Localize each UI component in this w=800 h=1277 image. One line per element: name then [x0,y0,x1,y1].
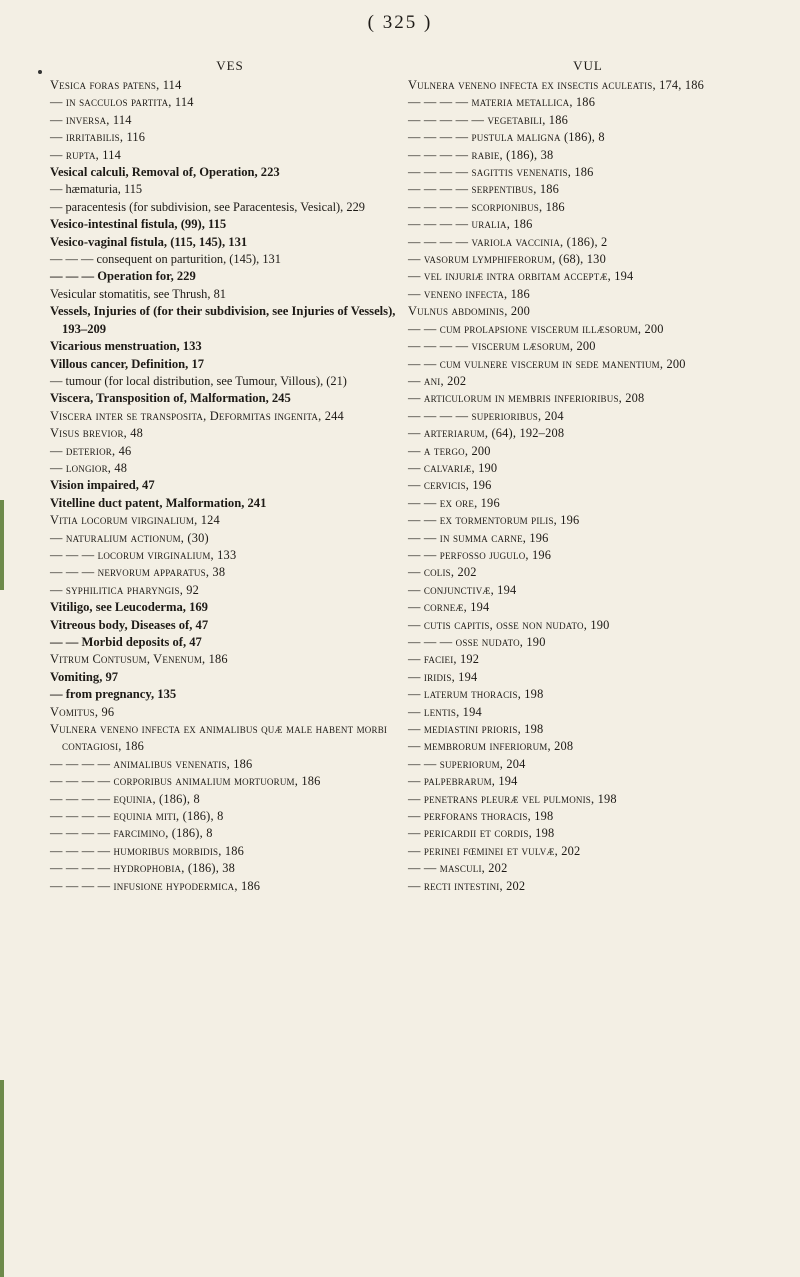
index-entry: Vulnera veneno infecta ex insectis aculeatis, 174, 186 [408,78,705,92]
binding-edge-mark [0,500,4,590]
index-entry: Vision impaired, 47 [50,478,155,493]
index-entry: — rupta, 114 [50,147,121,162]
index-entry: — hæmaturia, 115 [50,182,143,197]
index-entry: — — masculi, 202 [408,861,508,876]
right-column [408,58,768,895]
index-entry: Vomitus, 96 [50,704,115,719]
index-entry: — paracentesis (for subdivision, see Paracentesis, Vesical), 229 [50,199,365,214]
index-entry: — — — — uralia, 186 [408,217,533,232]
index-entry: — membrorum inferiorum, 208 [408,739,574,754]
index-entry: — — — — viscerum læsorum, 200 [408,339,596,354]
index-entry: — iridis, 194 [408,669,478,684]
index-entry: — inversa, 114 [50,112,132,127]
index-entry: — — ex tormentorum pilis, 196 [408,513,580,528]
index-entry: — arteriarum, (64), 192–208 [408,426,565,441]
index-entry: Vitia locorum virginalium, 124 [50,513,220,528]
index-entry: — conjunctivæ, 194 [408,582,517,597]
index-entry: — — — — equinia miti, (186), 8 [50,809,224,824]
page-speck [38,70,42,74]
index-entries [408,77,768,895]
index-entry: — — perfosso jugulo, 196 [408,547,552,562]
index-entry: — corneæ, 194 [408,600,490,615]
left-column [50,58,410,895]
index-entry: — lentis, 194 [408,704,482,719]
index-entry: — — — — superioribus, 204 [408,408,564,423]
index-entry: — colis, 202 [408,565,477,580]
index-entry: — naturalium actionum, (30) [50,530,209,545]
index-entry: — — — — materia metallica, 186 [408,95,596,110]
index-entry: — — — — farcimino, (186), 8 [50,826,213,841]
index-entry: — vel injuriæ intra orbitam acceptæ, 194 [408,269,634,284]
index-entry: — syphilitica pharyngis, 92 [50,582,200,597]
index-entry: Vulnera veneno infecta ex animalibus quæ male habent morbi contagiosi, 186 [50,722,388,754]
index-entry: — laterum thoracis, 198 [408,687,544,702]
index-entry: Vomiting, 97 [50,669,119,684]
index-entry: Viscera, Transposition of, Malformation, 245 [50,391,291,406]
index-entry: — pericardii et cordis, 198 [408,826,555,841]
index-entry: — — — nervorum apparatus, 38 [50,565,226,580]
index-entry: — — — consequent on parturition, (145), 131 [50,252,281,267]
index-entry: — — — — corporibus animalium mortuorum, 186 [50,774,321,789]
index-entry: — — — Operation for, 229 [50,269,196,284]
index-entry: Viscera inter se transposita, Deformitas ingenita, 244 [50,408,344,423]
index-entry: — tumour (for local distribution, see Tumour, Villous), (21) [50,373,347,388]
index-entry: — — — locorum virginalium, 133 [50,547,237,562]
index-entry: — — ex ore, 196 [408,495,500,510]
index-entry: Vesical calculi, Removal of, Operation, 223 [50,165,280,180]
index-entry: — perforans thoracis, 198 [408,809,554,824]
index-entry: — — — — humoribus morbidis, 186 [50,843,245,858]
index-entry: — — cum vulnere viscerum in sede manentium, 200 [408,356,686,371]
index-entry: — articulorum in membris inferioribus, 208 [408,391,645,406]
index-entry: — — cum prolapsione viscerum illæsorum, 200 [408,321,664,336]
index-entry: — penetrans pleuræ vel pulmonis, 198 [408,791,617,806]
index-entry: — faciei, 192 [408,652,480,667]
index-entry: — — — — equinia, (186), 8 [50,791,200,806]
index-entry: Vesico-intestinal fistula, (99), 115 [50,217,227,232]
index-entry: — — — — infusione hypodermica, 186 [50,878,261,893]
index-entries [50,77,410,895]
index-entry: — mediastini prioris, 198 [408,722,544,737]
index-entry: Visus brevior, 48 [50,426,144,441]
binding-edge-mark [0,1080,4,1277]
index-entry: — deterior, 46 [50,443,132,458]
index-entry: Vesica foras patens, 114 [50,78,182,92]
index-entry: — palpebrarum, 194 [408,774,518,789]
index-entry: — irritabilis, 116 [50,130,146,145]
index-entry: — a tergo, 200 [408,443,491,458]
index-entry: Vitelline duct patent, Malformation, 241 [50,495,267,510]
index-entry: — in sacculos partita, 114 [50,95,194,110]
index-entry: Vicarious menstruation, 133 [50,339,202,354]
index-entry: — — — — scorpionibus, 186 [408,199,565,214]
index-entry: — — — osse nudato, 190 [408,635,546,649]
index-entry: — ani, 202 [408,373,467,388]
column-heading: VES [216,58,244,73]
index-entry: — cutis capitis, osse non nudato, 190 [408,617,610,632]
index-entry: — from pregnancy, 135 [50,687,177,702]
index-entry: — cervicis, 196 [408,478,492,493]
index-entry: — perinei fœminei et vulvæ, 202 [408,843,581,858]
index-entry: — — — — — vegetabili, 186 [408,112,568,127]
index-entry: — longior, 48 [50,460,128,475]
index-entry: — — — — pustula maligna (186), 8 [408,130,605,145]
index-entry: — — in summa carne, 196 [408,530,549,545]
index-entry: — — — — rabie, (186), 38 [408,147,554,162]
index-entry: — veneno infecta, 186 [408,286,530,301]
index-entry: — — Morbid deposits of, 47 [50,635,202,649]
index-entry: — recti intestini, 202 [408,878,526,893]
index-entry: — — — — hydrophobia, (186), 38 [50,861,236,876]
index-entry: Vulnus abdominis, 200 [408,304,531,319]
index-entry: — — — — serpentibus, 186 [408,182,560,197]
index-entry: Vitrum Contusum, Venenum, 186 [50,652,228,667]
index-entry: — — — — animalibus venenatis, 186 [50,756,253,771]
index-entry: — — — — sagittis venenatis, 186 [408,165,594,180]
index-entry: — — superiorum, 204 [408,756,526,771]
index-entry: Vesicular stomatitis, see Thrush, 81 [50,286,226,301]
index-entry: — calvariæ, 190 [408,460,498,475]
index-entry: Vitreous body, Diseases of, 47 [50,617,209,632]
column-heading: VUL [573,58,603,73]
index-entry: Vessels, Injuries of (for their subdivision, see Injuries of Vessels), 193–209 [50,304,396,336]
index-entry: Vesico-vaginal fistula, (115, 145), 131 [50,234,248,249]
page-number: ( 325 ) [367,12,433,33]
index-entry: — — — — variola vaccinia, (186), 2 [408,234,608,249]
index-entry: Villous cancer, Definition, 17 [50,356,205,371]
index-entry: — vasorum lymphiferorum, (68), 130 [408,252,606,267]
index-entry: Vitiligo, see Leucoderma, 169 [50,600,208,615]
